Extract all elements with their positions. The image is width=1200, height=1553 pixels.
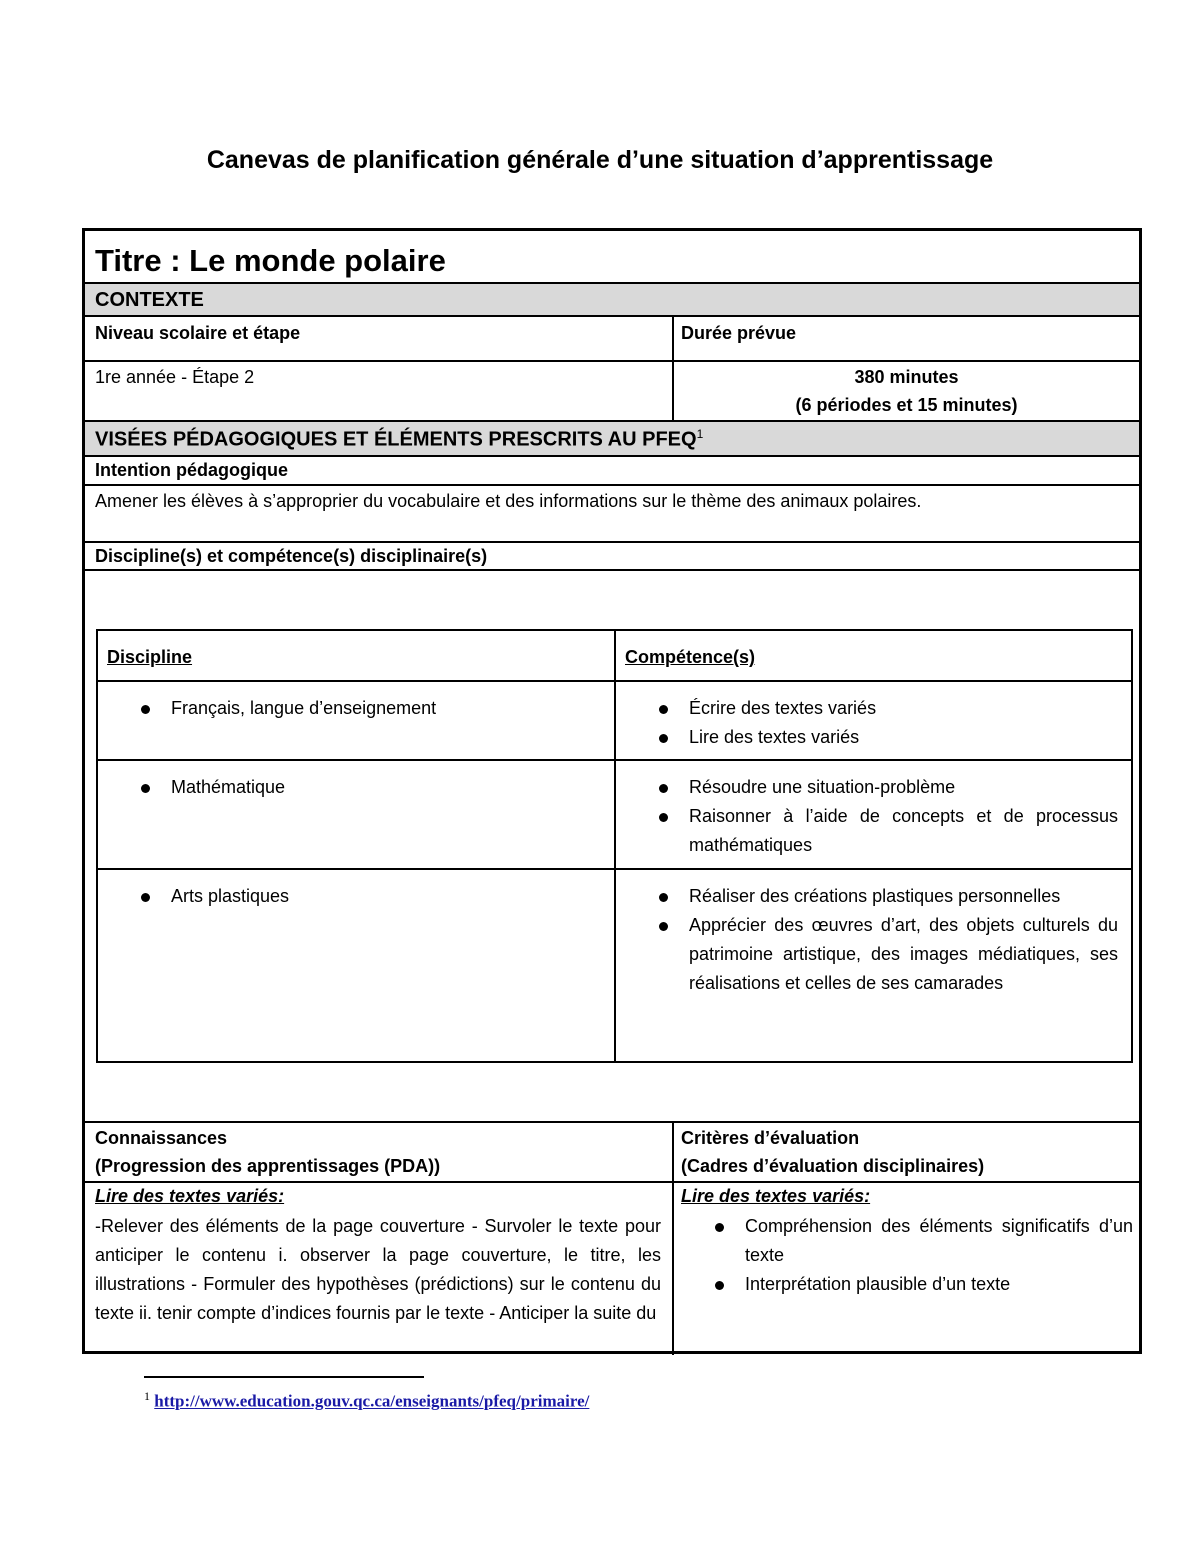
list-item: Compréhension des éléments significatifs d’un texte bbox=[709, 1212, 1133, 1270]
planning-table bbox=[82, 228, 1142, 1354]
visees-heading: VISÉES PÉDAGOGIQUES ET ÉLÉMENTS PRESCRITS AU PFEQ$^1$ bbox=[95, 427, 704, 451]
duree-label: Durée prévue bbox=[681, 323, 797, 343]
contexte-heading: CONTEXTE bbox=[95, 289, 204, 311]
criteres-label: Critères d’évaluation bbox=[681, 1128, 860, 1148]
connaissances-text: -Relever des éléments de la page couverture - Survoler le texte pour anticiper le contenu i. observer la page couverture, le titre, les illustrations - Formuler des hypothèses (prédictions) sur le contenu du texte ii. tenir compte d’indices fournis par le texte - Anticiper la suite du bbox=[95, 1216, 661, 1323]
row3-discipline bbox=[135, 882, 605, 911]
duree-value-periods: (6 périodes et 15 minutes) bbox=[795, 395, 1018, 415]
list-item: Réaliser des créations plastiques personnelles bbox=[653, 882, 1118, 911]
footnote-link[interactable]: http://www.education.gouv.qc.ca/enseignants/pfeq/primaire/ bbox=[154, 1391, 590, 1411]
document-title: Canevas de planification générale d’une situation d’apprentissage bbox=[206, 146, 994, 174]
footnote-ref[interactable]: 1 bbox=[696, 427, 704, 441]
list-item: Arts plastiques bbox=[135, 882, 605, 911]
list-item: Apprécier des œuvres d’art, des objets culturels du patrimoine artistique, des images médiatiques, ses réalisations et celles de ses camarades bbox=[653, 911, 1118, 998]
footnote bbox=[144, 1389, 589, 1412]
connaissances-sublabel: (Progression des apprentissages (PDA)) bbox=[95, 1156, 441, 1176]
niveau-value: 1re année - Étape 2 bbox=[95, 367, 255, 387]
competences-table bbox=[96, 629, 1133, 1063]
list-item: Lire des textes variés bbox=[653, 723, 1118, 752]
connaissances-subheading: Lire des textes variés: bbox=[95, 1186, 285, 1206]
list-item: Interprétation plausible d’un texte bbox=[709, 1270, 1133, 1299]
contexte-header-bg bbox=[85, 284, 1139, 315]
criteres-subheading: Lire des textes variés: bbox=[681, 1186, 871, 1206]
row2-competences bbox=[653, 773, 1118, 860]
criteres-list bbox=[709, 1212, 1133, 1299]
list-item: Mathématique bbox=[135, 773, 605, 802]
niveau-label: Niveau scolaire et étape bbox=[95, 323, 301, 343]
row3-competences bbox=[653, 882, 1118, 998]
sheet-title: Titre : Le monde polaire bbox=[95, 243, 446, 278]
row2-discipline bbox=[135, 773, 605, 802]
header-discipline: Discipline bbox=[107, 647, 193, 667]
disciplines-label: Discipline(s) et compétence(s) disciplinaire(s) bbox=[95, 546, 488, 566]
duree-value-minutes: 380 minutes bbox=[854, 367, 959, 387]
footnote-number: 1 bbox=[144, 1389, 150, 1403]
intention-text: Amener les élèves à s’approprier du vocabulaire et des informations sur le thème des animaux polaires. bbox=[95, 491, 922, 511]
row1-discipline bbox=[135, 694, 605, 723]
connaissances-label: Connaissances bbox=[95, 1128, 228, 1148]
list-item: Français, langue d’enseignement bbox=[135, 694, 605, 723]
row1-competences bbox=[653, 694, 1118, 752]
list-item: Raisonner à l’aide de concepts et de processus mathématiques bbox=[653, 802, 1118, 860]
footnote-rule bbox=[144, 1376, 424, 1378]
list-item: Résoudre une situation-problème bbox=[653, 773, 1118, 802]
intention-label: Intention pédagogique bbox=[95, 460, 288, 480]
header-competences: Compétence(s) bbox=[625, 647, 756, 667]
list-item: Écrire des textes variés bbox=[653, 694, 1118, 723]
criteres-sublabel: (Cadres d’évaluation disciplinaires) bbox=[681, 1156, 985, 1176]
